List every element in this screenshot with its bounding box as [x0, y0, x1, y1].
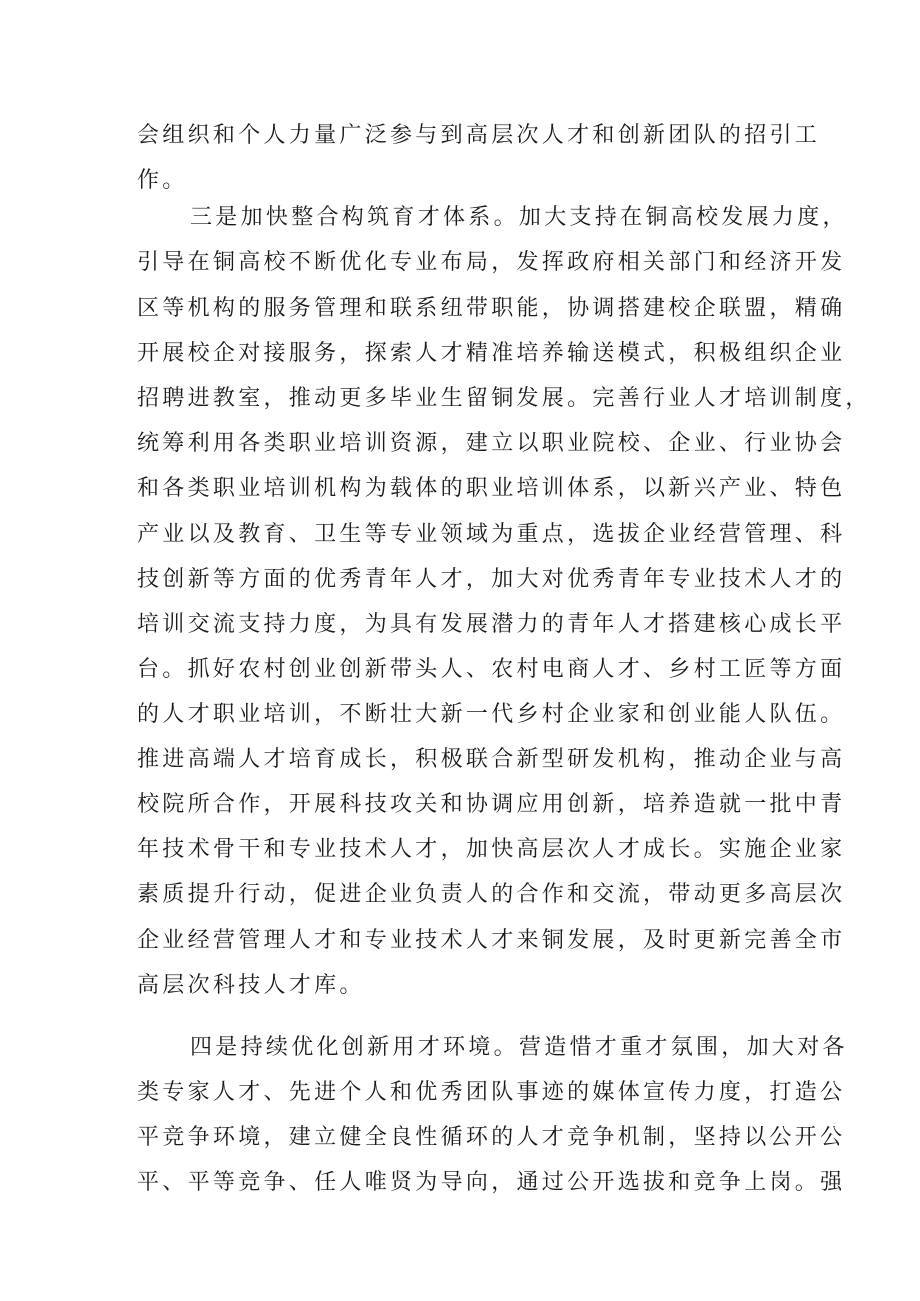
- text-line: 校院所合作，开展科技攻关和协调应用创新，培养造就一批中青: [137, 792, 846, 817]
- text-line: 的人才职业培训，不断壮大新一代乡村企业家和创业能人队伍。: [137, 702, 846, 727]
- text-line: 台。抓好农村创业创新带头人、农村电商人才、乡村工匠等方面: [137, 657, 846, 682]
- text-line: 招聘进教室，推动更多毕业生留铜发展。完善行业人才培训制度，: [137, 386, 871, 411]
- text-line: 区等机构的服务管理和联系纽带职能，协调搭建校企联盟，精确: [137, 296, 846, 321]
- text-line: 和各类职业培训机构为载体的职业培训体系，以新兴产业、特色: [137, 476, 846, 501]
- paragraph-heading-line: 三是加快整合构筑育才体系。加大支持在铜高校发展力度，: [190, 205, 848, 230]
- text-line: 企业经营管理人才和专业技术人才来铜发展，及时更新完善全市: [137, 928, 846, 953]
- text-line: 会组织和个人力量广泛参与到高层次人才和创新团队的招引工: [137, 123, 821, 148]
- text-line: 高层次科技人才库。: [137, 973, 365, 998]
- text-line: 年技术骨干和专业技术人才，加快高层次人才成长。实施企业家: [137, 837, 846, 862]
- text-line: 培训交流支持力度，为具有发展潜力的青年人才搭建核心成长平: [137, 612, 846, 637]
- text-line: 平竞争环境，建立健全良性循环的人才竞争机制，坚持以公开公: [137, 1125, 846, 1150]
- text-line: 类专家人才、先进个人和优秀团队事迹的媒体宣传力度，打造公: [137, 1080, 846, 1105]
- text-line: 技创新等方面的优秀青年人才，加大对优秀青年专业技术人才的: [137, 567, 846, 592]
- text-line: 平、平等竞争、任人唯贤为导向，通过公开选拔和竞争上岗。强: [137, 1170, 846, 1195]
- text-line: 引导在铜高校不断优化专业布局，发挥政府相关部门和经济开发: [137, 250, 846, 275]
- text-line: 推进高端人才培育成长，积极联合新型研发机构，推动企业与高: [137, 747, 846, 772]
- text-line: 统筹利用各类职业培训资源，建立以职业院校、企业、行业协会: [137, 431, 846, 456]
- text-line: 产业以及教育、卫生等专业领域为重点，选拔企业经营管理、科: [137, 522, 846, 547]
- text-line: 开展校企对接服务，探索人才精准培养输送模式，积极组织企业: [137, 341, 846, 366]
- paragraph-heading-line: 四是持续优化创新用才环境。营造惜才重才氛围，加大对各: [190, 1035, 848, 1060]
- text-line: 作。: [137, 168, 188, 193]
- text-line: 素质提升行动，促进企业负责人的合作和交流，带动更多高层次: [137, 882, 846, 907]
